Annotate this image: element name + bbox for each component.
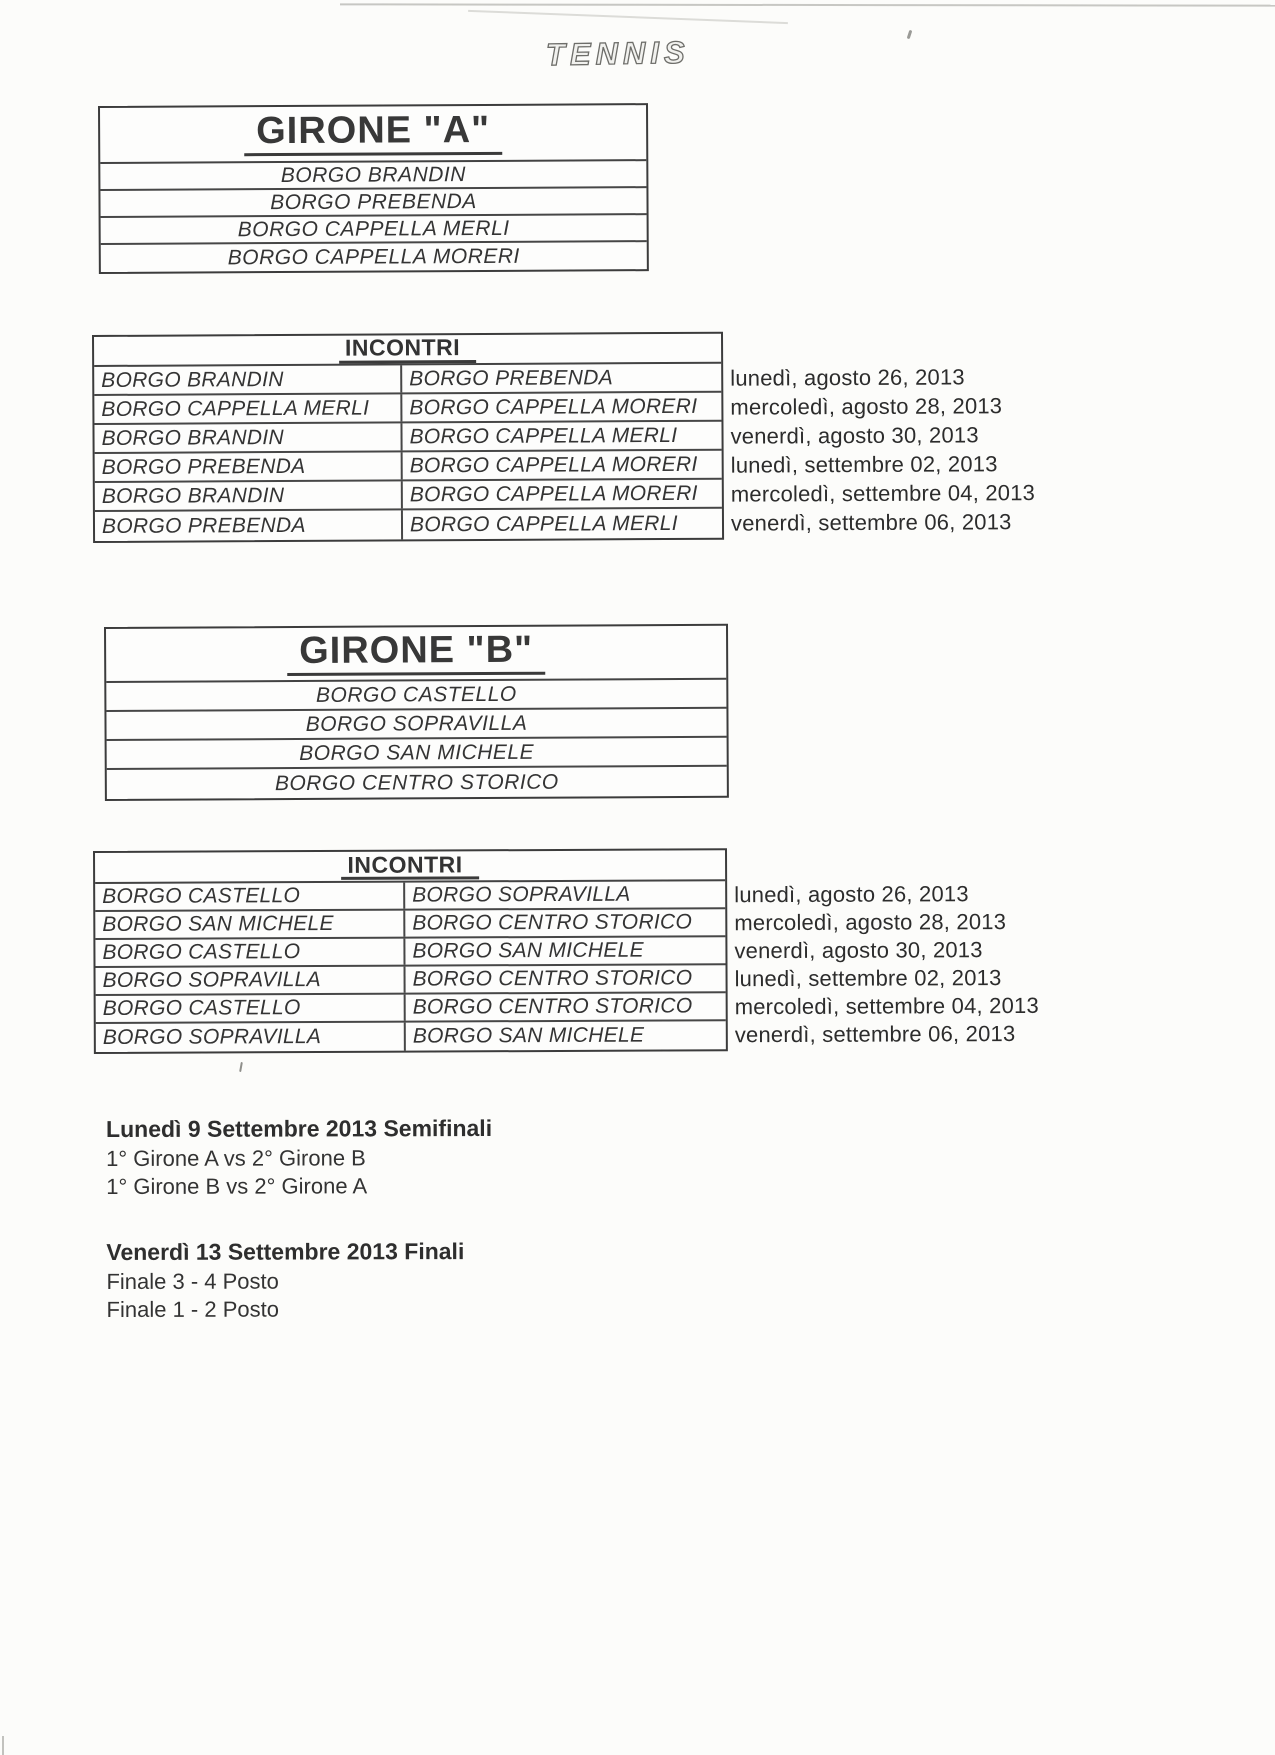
match-date: lunedì, agosto 26, 2013 <box>734 881 969 908</box>
girone-a-title-row <box>100 105 646 164</box>
team-row <box>100 161 646 191</box>
semifinal-line: 1° Girone B vs 2° Girone A <box>106 1173 368 1199</box>
match-home-cell: BORGO CASTELLO <box>95 939 405 966</box>
match-away-cell: BORGO SAN MICHELE <box>412 938 644 963</box>
team-name: BORGO PREBENDA <box>270 189 477 214</box>
match-home-cell: BORGO SOPRAVILLA <box>96 1023 406 1052</box>
match-row <box>94 364 721 396</box>
match-date: venerdì, agosto 30, 2013 <box>734 937 983 964</box>
match-row <box>96 965 726 996</box>
girone-a-dates-column <box>730 362 1035 538</box>
team-row <box>101 215 647 245</box>
match-away-cell: BORGO CAPPELLA MORERI <box>409 452 698 477</box>
scan-artifact-tick <box>907 30 913 39</box>
match-date: lunedì, settembre 02, 2013 <box>730 450 998 478</box>
scan-artifact-edge <box>2 1736 4 1755</box>
match-row <box>96 1021 726 1052</box>
match-row <box>95 881 725 912</box>
match-away-cell: BORGO CENTRO STORICO <box>412 966 693 991</box>
match-row <box>95 480 722 512</box>
incontri-header-row <box>95 850 725 884</box>
girone-a-incontri-table <box>92 332 724 543</box>
girone-a-incontri-section <box>92 332 1036 543</box>
incontri-header-row <box>94 334 721 367</box>
team-name: BORGO CAPPELLA MORERI <box>227 244 520 269</box>
match-away-cell: BORGO CAPPELLA MORERI <box>409 481 698 506</box>
girone-b-title: GIRONE "B" <box>287 631 545 676</box>
tennis-title: TENNIS <box>545 34 690 73</box>
team-name: BORGO CAPPELLA MERLI <box>237 216 510 241</box>
scan-artifact-tick <box>239 1062 243 1072</box>
girone-b-title-row <box>106 626 726 683</box>
match-away-cell: BORGO SOPRAVILLA <box>412 882 631 907</box>
scan-artifact-line <box>340 3 1275 6</box>
match-date: venerdì, settembre 06, 2013 <box>730 508 1012 536</box>
team-name: BORGO SOPRAVILLA <box>305 711 528 736</box>
incontri-header: INCONTRI <box>341 852 478 880</box>
match-home-cell: BORGO SOPRAVILLA <box>96 967 406 994</box>
team-name: BORGO BRANDIN <box>280 162 466 187</box>
final-line: Finale 1 - 2 Posto <box>106 1296 279 1322</box>
match-away-cell: BORGO CENTRO STORICO <box>412 994 693 1019</box>
match-row <box>95 509 722 541</box>
team-name: BORGO CENTRO STORICO <box>274 770 559 795</box>
semifinali-heading: Lunedì 9 Settembre 2013 Semifinali <box>106 1114 493 1142</box>
girone-b-incontri-section <box>93 848 1039 1054</box>
finali-heading: Venerdì 13 Settembre 2013 Finali <box>106 1238 465 1265</box>
match-date: lunedì, settembre 02, 2013 <box>734 965 1002 992</box>
team-row <box>107 738 727 770</box>
team-row <box>106 680 726 712</box>
match-home-cell: BORGO BRANDIN <box>94 423 402 452</box>
match-row <box>95 937 725 968</box>
match-away-cell: BORGO PREBENDA <box>409 365 614 390</box>
match-row <box>96 993 726 1024</box>
spacer <box>106 1200 492 1237</box>
match-date: lunedì, agosto 26, 2013 <box>730 363 965 391</box>
final-line: Finale 3 - 4 Posto <box>106 1268 279 1294</box>
match-home-cell: BORGO CASTELLO <box>96 995 406 1022</box>
match-home-cell: BORGO PREBENDA <box>95 452 403 481</box>
match-away-cell: BORGO CAPPELLA MERLI <box>409 423 678 448</box>
girone-a-table <box>98 103 649 274</box>
match-away-cell: BORGO CAPPELLA MORERI <box>409 394 698 419</box>
match-date: venerdì, agosto 30, 2013 <box>730 421 979 449</box>
match-row <box>95 909 725 940</box>
scan-artifact-smudge <box>468 10 788 24</box>
team-row <box>107 767 727 799</box>
match-home-cell: BORGO CASTELLO <box>95 883 405 910</box>
semifinal-line: 1° Girone A vs 2° Girone B <box>106 1145 366 1171</box>
match-away-cell: BORGO CAPPELLA MERLI <box>409 511 678 536</box>
match-row <box>94 393 721 425</box>
match-home-cell: BORGO CAPPELLA MERLI <box>94 394 402 423</box>
team-row <box>100 188 646 218</box>
match-date: mercoledì, settembre 04, 2013 <box>730 479 1036 507</box>
playoffs-block <box>106 1113 493 1324</box>
team-row <box>101 242 647 272</box>
match-away-cell: BORGO CENTRO STORICO <box>412 910 693 935</box>
girone-b-dates-column <box>734 880 1039 1049</box>
team-name: BORGO SAN MICHELE <box>299 740 535 765</box>
incontri-header: INCONTRI <box>339 335 476 363</box>
match-row <box>95 451 722 483</box>
match-home-cell: BORGO BRANDIN <box>95 481 403 510</box>
match-home-cell: BORGO BRANDIN <box>94 365 402 394</box>
team-row <box>106 709 726 741</box>
match-away-cell: BORGO SAN MICHELE <box>412 1023 645 1048</box>
match-date: mercoledì, agosto 28, 2013 <box>734 909 1007 936</box>
match-date: venerdì, settembre 06, 2013 <box>734 1020 1016 1048</box>
match-row <box>94 422 721 454</box>
match-home-cell: BORGO SAN MICHELE <box>95 911 405 938</box>
girone-b-table <box>104 624 729 801</box>
girone-b-incontri-table <box>93 848 728 1054</box>
match-date: mercoledì, agosto 28, 2013 <box>730 392 1003 420</box>
match-date: mercoledì, settembre 04, 2013 <box>734 992 1039 1020</box>
match-home-cell: BORGO PREBENDA <box>95 510 403 541</box>
team-name: BORGO CASTELLO <box>315 682 517 707</box>
girone-a-title: GIRONE "A" <box>244 111 502 156</box>
